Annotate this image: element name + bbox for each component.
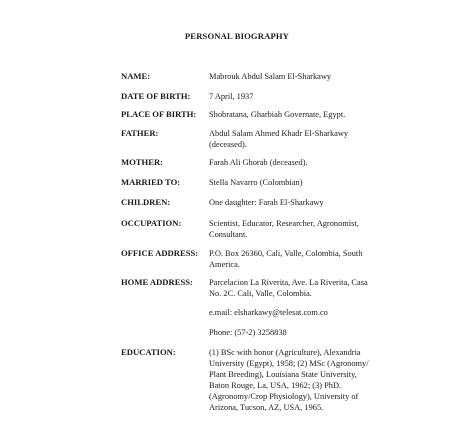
- name-value-line: Mabrouk Abdul Salam El-Sharkawy: [209, 72, 332, 81]
- home-address-label: HOME ADDRESS:: [121, 277, 193, 287]
- father-label: FATHER:: [121, 128, 159, 138]
- education-value-line: University (Egypt), 1958; (2) MSc (Agronomy/: [209, 359, 369, 368]
- office-address-value-line: America.: [209, 260, 240, 269]
- home-address-value-line: No. 2C. Cali, Valle, Colombia.: [209, 289, 312, 298]
- education-value-line: (Agronomy/Crop Physiology), University of: [209, 392, 359, 401]
- education-label: EDUCATION:: [121, 347, 176, 357]
- married-to-value: [209, 177, 389, 188]
- father-value-line: Abdul Salam Ahmed Khadr El-Sharkawy: [209, 129, 349, 138]
- occupation-value: [209, 218, 389, 240]
- date-of-birth-value: [209, 91, 389, 102]
- education-value-line: Arizona, Tucson, AZ, USA, 1965.: [209, 403, 324, 412]
- occupation-label: OCCUPATION:: [121, 218, 182, 228]
- place-of-birth-value: [209, 109, 389, 120]
- place-of-birth-value-line: Shobratana, Gharbiah Governate, Egypt.: [209, 110, 346, 119]
- phone-value-line: Phone: (57-2) 3258838: [209, 328, 287, 337]
- home-address-value: [209, 277, 389, 299]
- date-of-birth-label: DATE OF BIRTH:: [121, 91, 191, 101]
- name-label: NAME:: [121, 71, 151, 81]
- education-value-line: (1) BSc with honor (Agriculture), Alexandria: [209, 348, 361, 357]
- email-value: [209, 307, 389, 318]
- office-address-value-line: P.O. Box 26360, Cali, Valle, Colombia, South: [209, 249, 363, 258]
- email-value-line: e.mail: elsharkawy@telesat.com.co: [209, 308, 328, 317]
- phone-value: [209, 327, 389, 338]
- office-address-label: OFFICE ADDRESS:: [121, 248, 199, 258]
- mother-value-line: Farah Ali Ghorab (deceased).: [209, 158, 308, 167]
- mother-value: [209, 157, 389, 168]
- education-value-line: Baton Rouge, La, USA, 1962; (3) PhD.: [209, 381, 342, 390]
- married-to-value-line: Stella Navarro (Colombian): [209, 178, 303, 187]
- education-value-line: Plant Breeding), Louisiana State University,: [209, 370, 357, 379]
- office-address-value: [209, 248, 389, 270]
- married-to-label: MARRIED TO:: [121, 177, 181, 187]
- father-value-line: (deceased).: [209, 140, 247, 149]
- occupation-value-line: Consultant.: [209, 230, 248, 239]
- place-of-birth-label: PLACE OF BIRTH:: [121, 109, 197, 119]
- children-value-line: One daughter: Farah El-Sharkawy: [209, 198, 324, 207]
- education-value: [209, 347, 389, 413]
- children-value: [209, 197, 389, 208]
- mother-label: MOTHER:: [121, 157, 164, 167]
- home-address-value-line: Parcelacion La Riverita, Ave. La Riverita, Casa: [209, 278, 368, 287]
- page-title: PERSONAL BIOGRAPHY: [184, 31, 290, 41]
- children-label: CHILDREN:: [121, 197, 171, 207]
- occupation-value-line: Scientist, Educator, Researcher, Agronomist,: [209, 219, 359, 228]
- name-value: [209, 71, 389, 82]
- date-of-birth-value-line: 7 April, 1937: [209, 92, 254, 101]
- father-value: [209, 128, 389, 150]
